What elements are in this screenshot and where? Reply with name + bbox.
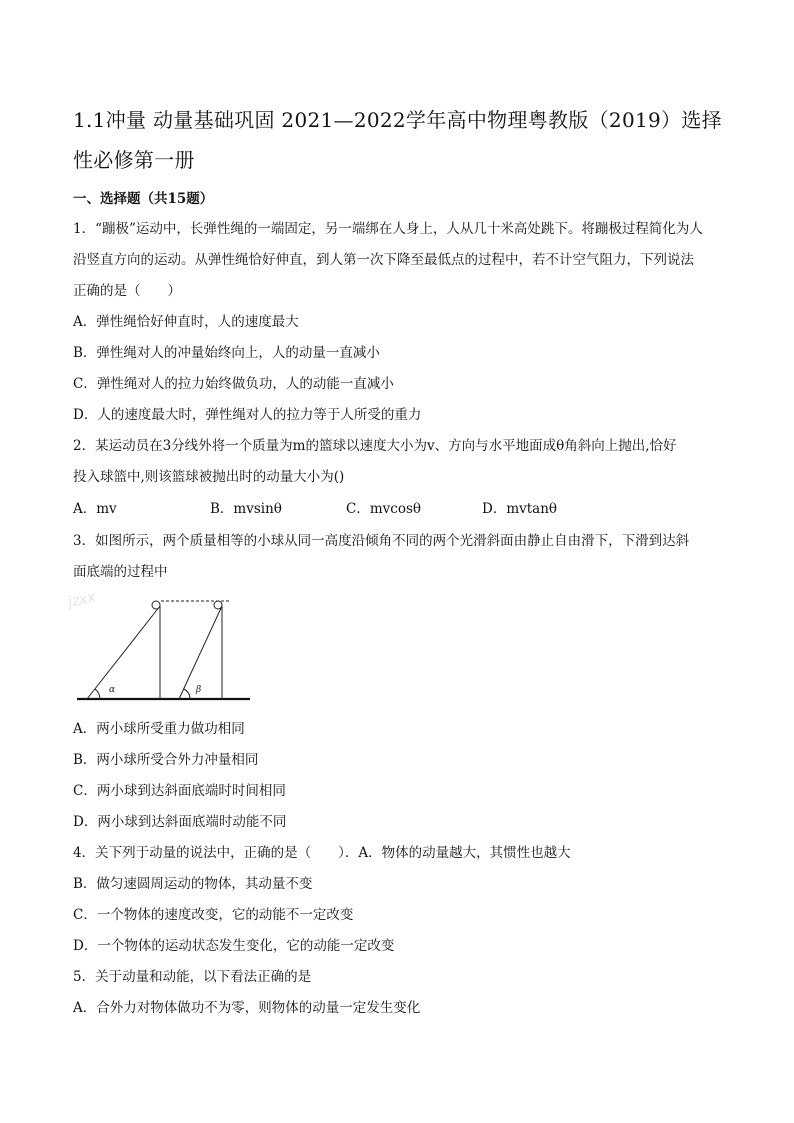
section-heading: 一、选择题（共15题）: [73, 191, 214, 207]
q2-option-c: C．mvcosθ: [346, 501, 422, 517]
q4-option-b: B．做匀速圆周运动的物体，其动量不变: [73, 876, 313, 892]
angle-alpha-arc: [95, 689, 100, 699]
q3-option-c: C．两小球到达斜面底端时时间相同: [73, 783, 286, 799]
q3-option-d: D．两小球到达斜面底端时动能不同: [73, 814, 287, 830]
incline-alpha: [87, 606, 160, 699]
q1-option-b: B．弹性绳对人的冲量始终向上，人的动量一直减小: [73, 345, 380, 361]
q3-option-b: B．两小球所受合外力冲量相同: [73, 752, 259, 768]
q2-line2: 投入球篮中,则该篮球被抛出时的动量大小为(): [73, 469, 345, 485]
watermark-text: jzxx: [66, 589, 98, 611]
q4-option-d: D．一个物体的运动状态发生变化，它的动能一定改变: [73, 938, 395, 954]
q2-option-d: D．mvtanθ: [482, 501, 558, 517]
q5-line1: 5．关于动量和动能，以下看法正确的是: [73, 969, 312, 985]
q1-option-a: A．弹性绳恰好伸直时，人的速度最大: [73, 314, 299, 330]
q1-option-d: D．人的速度最大时，弹性绳对人的拉力等于人所受的重力: [73, 407, 422, 423]
q1-line1: 1．“蹦极”运动中，长弹性绳的一端固定，另一端绑在人身上，人从几十米高处跳下。将蹦极过程简化为人: [73, 221, 703, 237]
q3-line1: 3．如图所示，两个质量相等的小球从同一高度沿倾角不同的两个光滑斜面由静止自由滑下，下滑到达斜: [73, 533, 690, 549]
q5-option-a: A．合外力对物体做功不为零，则物体的动量一定发生变化: [73, 1000, 421, 1016]
q2-option-a: A．mv: [73, 501, 117, 517]
ball-left-icon: [152, 601, 160, 609]
q2-options: [73, 497, 557, 517]
angle-beta-label: β: [196, 685, 202, 695]
q4-option-c: C．一个物体的速度改变，它的动能不一定改变: [73, 907, 354, 923]
angle-beta-arc: [184, 689, 190, 699]
angle-alpha-label: α: [109, 685, 116, 695]
q3-option-a: A．两小球所受重力做功相同: [73, 721, 245, 737]
q1-line2: 沿竖直方向的运动。从弹性绳恰好伸直，到人第一次下降至最低点的过程中，若不计空气阻力，下列说法: [73, 252, 694, 268]
document-title: 1.1冲量 动量基础巩固 2021—2022学年高中物理粤教版（2019）选择性必修第一册: [73, 108, 722, 172]
q2-line1: 2．某运动员在3分线外将一个质量为m的篮球以速度大小为v、方向与水平地面成θ角斜向上抛出,恰好: [73, 438, 677, 454]
q1-option-c: C．弹性绳对人的拉力始终做负功，人的动能一直减小: [73, 376, 394, 392]
q3-line2: 面底端的过程中: [73, 564, 168, 580]
q4-line1: 4．关下列于动量的说法中，正确的是（ ）．A．物体的动量越大，其惯性也越大: [73, 845, 571, 861]
inclined-planes-figure: [60, 590, 260, 710]
q2-option-b: B．mvsinθ: [210, 501, 282, 517]
q1-line3: 正确的是（ ）: [73, 283, 181, 299]
ball-right-icon: [214, 601, 222, 609]
